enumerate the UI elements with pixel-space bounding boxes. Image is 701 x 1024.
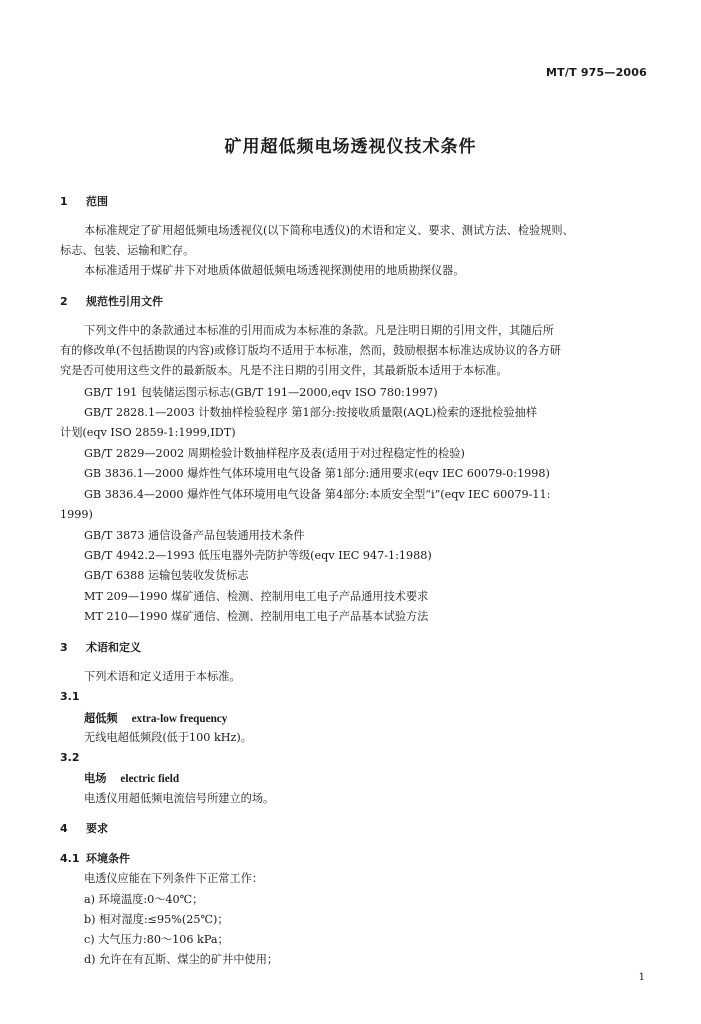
- section-number: 1: [60, 195, 68, 208]
- page-title: 矿用超低频电场透视仪技术条件: [224, 137, 477, 157]
- section-heading-1: [60, 195, 108, 209]
- term-number: 3.1: [60, 690, 80, 703]
- section-number: 4.1: [60, 852, 80, 865]
- term-heading: [84, 771, 179, 786]
- term-zh: 超低频: [84, 711, 118, 725]
- section-number: 3: [60, 641, 68, 654]
- section-heading-4: [60, 822, 108, 836]
- reference-line: GB/T 3873 通信设备产品包装通用技术条件: [84, 529, 305, 542]
- reference-line: GB/T 191 包装储运图示标志(GB/T 191—2000,eqv ISO 780:1997): [84, 386, 438, 399]
- paragraph-line: 本标准适用于煤矿井下对地质体做超低频电场透视探测使用的地质勘探仪器。: [84, 264, 465, 277]
- term-zh: 电场: [84, 771, 107, 785]
- section-title: 环境条件: [86, 852, 130, 865]
- paragraph-line: 本标准规定了矿用超低频电场透视仪(以下简称电透仪)的术语和定义、要求、测试方法、检验规则、: [84, 224, 574, 237]
- term-en: extra-low frequency: [131, 713, 228, 725]
- reference-line: GB 3836.4—2000 爆炸性气体环境用电气设备 第4部分:本质安全型“i”(eqv IEC 60079-11:: [84, 488, 551, 501]
- paragraph-line: 电透仪应能在下列条件下正常工作：: [84, 872, 264, 885]
- term-en: electric field: [120, 773, 180, 785]
- paragraph-line: 下列术语和定义适用于本标准。: [84, 670, 241, 683]
- condition-item: a) 环境温度:0～40℃；: [84, 893, 204, 906]
- paragraph-line: 下列文件中的条款通过本标准的引用而成为本标准的条款。凡是注明日期的引用文件，其随后所: [84, 324, 554, 337]
- reference-line: GB/T 2828.1—2003 计数抽样检验程序 第1部分:按接收质量限(AQL)检索的逐批检验抽样: [84, 406, 538, 419]
- condition-item: c) 大气压力:80～106 kPa；: [84, 933, 229, 946]
- reference-line: GB 3836.1—2000 爆炸性气体环境用电气设备 第1部分:通用要求(eqv IEC 60079-0:1998): [84, 467, 550, 480]
- condition-item: b) 相对湿度:≤95%(25℃)；: [84, 913, 229, 926]
- condition-item: d) 允许在有瓦斯、煤尘的矿井中使用；: [84, 953, 279, 966]
- section-number: 4: [60, 822, 68, 835]
- section-heading-3: [60, 641, 141, 655]
- section-number: 2: [60, 295, 68, 308]
- subsection-heading-4-1: [60, 852, 130, 866]
- term-heading: [84, 711, 227, 726]
- page-number: 1: [638, 972, 645, 983]
- reference-line: 计划(eqv ISO 2859-1:1999,IDT): [60, 426, 236, 439]
- section-title: 规范性引用文件: [86, 295, 163, 308]
- section-title: 要求: [86, 822, 108, 835]
- reference-line: 1999): [60, 508, 93, 521]
- section-title: 术语和定义: [86, 641, 141, 654]
- section-title: 范围: [86, 195, 108, 208]
- section-heading-2: [60, 295, 163, 309]
- term-definition: 电透仪用超低频电流信号所建立的场。: [84, 792, 275, 805]
- term-definition: 无线电超低频段(低于100 kHz)。: [84, 731, 252, 744]
- reference-line: GB/T 2829—2002 周期检验计数抽样程序及表(适用于对过程稳定性的检验): [84, 447, 465, 460]
- paragraph-line: 标志、包装、运输和贮存。: [60, 244, 195, 257]
- paragraph-line: 有的修改单(不包括勘误的内容)或修订版均不适用于本标准，然而，鼓励根据本标准达成协议的各方研: [60, 344, 561, 357]
- reference-line: MT 210—1990 煤矿通信、检测、控制用电工电子产品基本试验方法: [84, 610, 429, 623]
- reference-line: GB/T 4942.2—1993 低压电器外壳防护等级(eqv IEC 947-1:1988): [84, 549, 432, 562]
- reference-line: MT 209—1990 煤矿通信、检测、控制用电工电子产品通用技术要求: [84, 590, 429, 603]
- standard-code: MT/T 975—2006: [546, 66, 647, 79]
- term-number: 3.2: [60, 751, 80, 764]
- paragraph-line: 究是否可使用这些文件的最新版本。凡是不注日期的引用文件，其最新版本适用于本标准。: [60, 364, 508, 377]
- reference-line: GB/T 6388 运输包装收发货标志: [84, 569, 249, 582]
